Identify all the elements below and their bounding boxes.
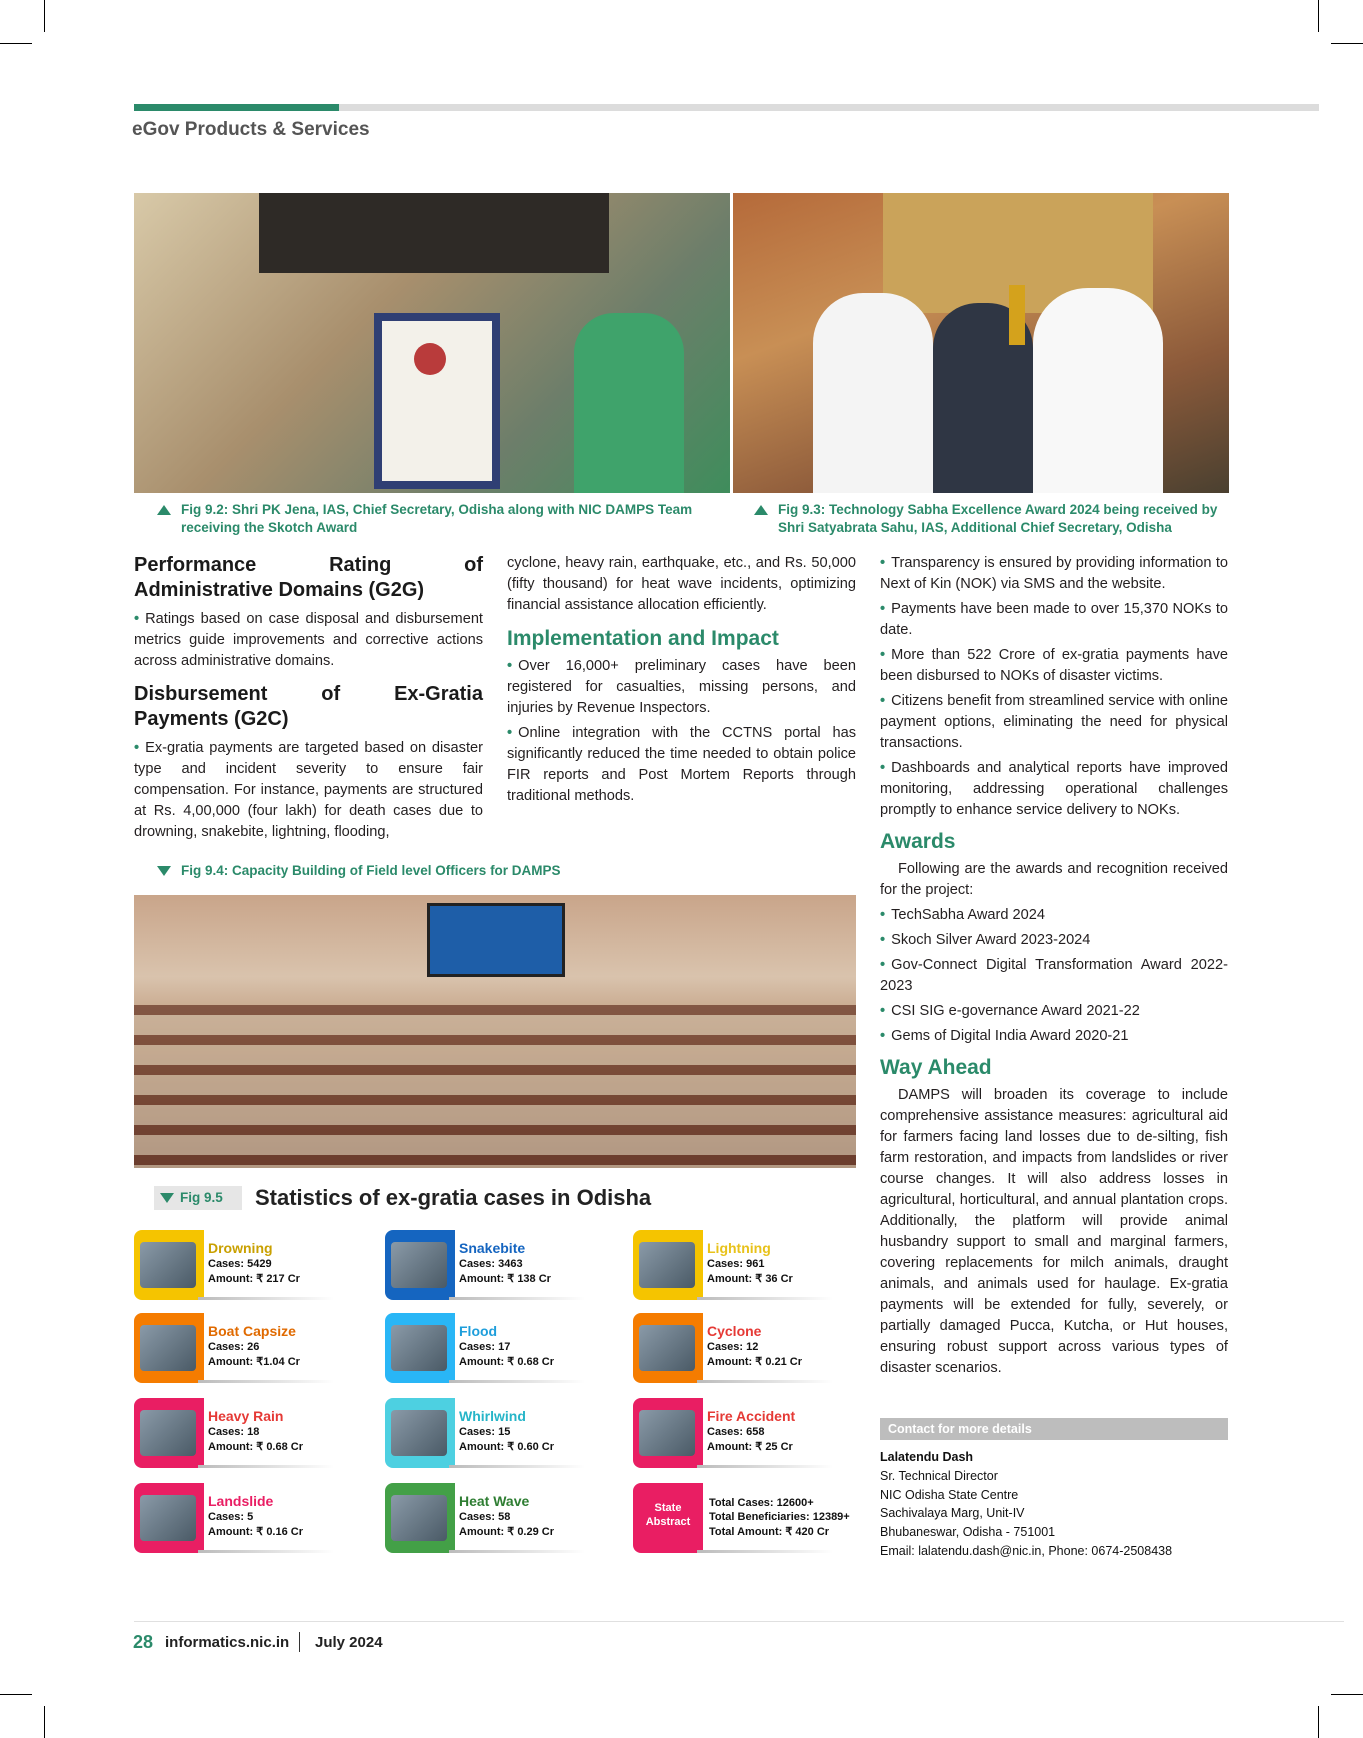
stat-card-thumbnail [391,1495,447,1541]
bullet-item: • Dashboards and analytical reports have improved monitoring, addressing operational challenges promptly to enhance service delivery to NOKs. [880,758,1228,821]
stat-card-title: Heavy Rain [208,1408,284,1424]
stat-card-title: Landslide [208,1493,274,1509]
stat-card-shadow [198,1380,334,1383]
stat-card-title: Drowning [208,1240,273,1256]
heading-performance-rating: Performance Rating of Administrative Domains (G2G) [134,554,483,601]
triangle-down-icon [160,1193,174,1203]
stat-card [134,1313,334,1383]
contact-email: Email: lalatendu.dash@nic.in, Phone: 0674-2508438 [880,1543,1173,1558]
stat-card-line: Cases: 5429 [208,1258,272,1270]
award-item: • TechSabha Award 2024 [880,905,1228,926]
stat-card-title: Cyclone [707,1323,762,1339]
stat-card-line: Amount: ₹ 25 Cr [707,1441,793,1453]
stat-card-shadow [449,1380,585,1383]
stat-card-shadow [449,1465,585,1468]
stat-card [134,1398,334,1468]
contact-name: Lalatendu Dash [880,1450,974,1464]
stat-card-line: Cases: 17 [459,1341,511,1353]
triangle-up-icon [157,505,171,515]
stat-card [633,1313,833,1383]
heading-ex-gratia: Disbursement of Ex-Gratia Payments (G2C) [134,683,483,730]
stat-card-line: Amount: ₹ 217 Cr [208,1273,300,1285]
stat-card-shadow [697,1465,833,1468]
header-accent-bar [134,104,339,111]
contact-address-2: Bhubaneswar, Odisha - 751001 [880,1525,1056,1540]
column-3 [880,553,1228,1383]
stat-card-title: Fire Accident [707,1408,796,1424]
contact-org: NIC Odisha State Centre [880,1487,1019,1502]
stat-card-title: Lightning [707,1240,771,1256]
stat-card-line: Total Beneficiaries: 12389+ [709,1511,850,1523]
award-item: • Gov-Connect Digital Transformation Award 2022-2023 [880,955,1228,997]
bullet-item: • Ratings based on case disposal and disbursement metrics guide improvements and corrective actions across administrative domains. [134,609,483,672]
stat-card-thumbnail [140,1410,196,1456]
stat-card [385,1398,585,1468]
stat-card-thumbnail [391,1242,447,1288]
stat-card [633,1398,833,1468]
stat-card-title: Heat Wave [459,1493,530,1509]
award-item: • Gems of Digital India Award 2020-21 [880,1026,1228,1047]
stat-card-shadow [198,1550,334,1553]
triangle-down-icon [157,866,171,876]
footer-date: July 2024 [315,1634,383,1651]
stat-card-line: Cases: 18 [208,1426,260,1438]
award-item: • CSI SIG e-governance Award 2021-22 [880,1001,1228,1022]
crop-mark [44,1706,45,1738]
stat-card-title: Boat Capsize [208,1323,296,1339]
stat-card-line: Amount: ₹ 36 Cr [707,1273,793,1285]
stat-card-thumbnail [639,1410,695,1456]
stat-card-line: Amount: ₹ 0.21 Cr [707,1356,803,1368]
caption-fig-9-3 [778,501,1228,537]
fig-9-5-label [154,1186,242,1210]
stat-card-shadow [697,1550,833,1553]
stat-card-thumbnail [140,1495,196,1541]
stat-card [385,1230,585,1300]
photo-skotch-award [134,193,730,493]
stat-card-line: Amount: ₹ 0.60 Cr [459,1441,555,1453]
footer-rule [134,1621,1344,1622]
stat-card-shadow [697,1380,833,1383]
fig-9-5-title: Statistics of ex-gratia cases in Odisha [255,1185,652,1210]
footer-divider [299,1632,300,1652]
awards-intro: Following are the awards and recognition received for the project: [880,861,1228,898]
bullet-item: • More than 522 Crore of ex-gratia payments have been disbursed to NOKs of disaster victims. [880,645,1228,687]
caption-text: Fig 9.4: Capacity Building of Field level Officers for DAMPS [181,863,561,878]
heading-awards: Awards [880,830,956,853]
caption-fig-9-4 [181,862,741,880]
stat-card-line: Cases: 961 [707,1258,765,1270]
contact-title: Sr. Technical Director [880,1468,998,1483]
bullet-item: • Online integration with the CCTNS portal has significantly reduced the time needed to obtain police FIR reports and Post Mortem Reports through traditional methods. [507,723,856,807]
stat-card-thumbnail [140,1242,196,1288]
stat-card [134,1483,334,1553]
column-1 [134,553,483,847]
stat-card-line: Amount: ₹ 138 Cr [459,1273,551,1285]
stat-card-line: Total Amount: ₹ 420 Cr [709,1526,830,1538]
footer-site: informatics.nic.in [165,1634,290,1651]
stat-card-shadow [449,1297,585,1300]
stat-card [385,1313,585,1383]
stat-card-line: Cases: 15 [459,1426,511,1438]
crop-mark [44,0,45,32]
bullet-item: • Transparency is ensured by providing information to Next of Kin (NOK) via SMS and the website. [880,553,1228,595]
stat-card-line: Cases: 658 [707,1426,765,1438]
stat-card-title: Snakebite [459,1240,526,1256]
page-number: 28 [133,1632,154,1652]
heading-implementation: Implementation and Impact [507,627,779,650]
header-rule [339,104,1319,111]
stat-card-line: Cases: 58 [459,1511,511,1523]
crop-mark [0,1694,32,1695]
crop-mark [0,43,32,44]
stat-card-shadow [198,1465,334,1468]
heading-way-ahead: Way Ahead [880,1056,992,1079]
stat-card-shadow [697,1297,833,1300]
award-item: • Skoch Silver Award 2023-2024 [880,930,1228,951]
stat-card [385,1483,585,1553]
photo-capacity-building [134,895,856,1168]
stat-card-line: Amount: ₹ 0.68 Cr [459,1356,555,1368]
stat-card-shadow [198,1297,334,1300]
stat-card-line: Amount: ₹1.04 Cr [208,1356,300,1368]
stat-card-shadow [449,1550,585,1553]
bullet-item: • Over 16,000+ preliminary cases have been registered for casualties, missing persons, and injuries by Revenue Inspectors. [507,656,856,719]
way-ahead-paragraph: DAMPS will broaden its coverage to include comprehensive assistance measures: agricultural aid for farmers facing land losses due to de-silting, fish farm restoration, and impacts from landslides or river course changes. It will also address losses in agricultural, horticultural, and annual plantation crops. Additionally, the platform will provide animal husbandry support to small and marginal farmers, covering replacements for milch animals, draught animals, and animals used for haulage. Ex-gratia payments will be extended for fully, severely, or partially damaged Pucca, Kutcha, or Hut houses, ensuring robust support across various types of disaster scenarios. [880,1087,1228,1376]
contact-address-1: Sachivalaya Marg, Unit-IV [880,1506,1025,1521]
stat-card-title: Flood [459,1323,498,1339]
stat-card-line: Amount: ₹ 0.16 Cr [208,1526,304,1538]
crop-mark [1318,1706,1319,1738]
stat-card [134,1230,334,1300]
caption-text: Fig 9.2: Shri PK Jena, IAS, Chief Secretary, Odisha along with NIC DAMPS Team receiving the Skotch Award [181,502,693,535]
stat-card [633,1483,850,1553]
stat-card-title: Whirlwind [459,1408,526,1424]
stat-card-line: Amount: ₹ 0.68 Cr [208,1441,304,1453]
contact-bar: Contact for more details [880,1418,1228,1440]
stat-card-line: Cases: 26 [208,1341,260,1353]
stat-card-line: Cases: 3463 [459,1258,523,1270]
contact-block [880,1448,1172,1561]
fig-label-text: Fig 9.5 [180,1190,223,1205]
crop-mark [1318,0,1319,32]
stat-card-thumbnail [391,1325,447,1371]
section-label: eGov Products & Services [132,119,370,140]
paragraph-continued: cyclone, heavy rain, earthquake, etc., and Rs. 50,000 (fifty thousand) for heat wave incidents, optimizing financial assistance allocation efficiently. [507,555,856,613]
stat-card-thumbnail [391,1410,447,1456]
crop-mark [1331,43,1363,44]
caption-text: Fig 9.3: Technology Sabha Excellence Award 2024 being received by Shri Satyabrata Sahu, IAS, Additional Chief Secretary, Odisha [778,502,1218,535]
triangle-up-icon [754,505,768,515]
stat-card-thumbnail [140,1325,196,1371]
stat-card-line: Cases: 5 [208,1511,254,1523]
bullet-item: • Ex-gratia payments are targeted based on disaster type and incident severity to ensure fair compensation. For instance, payments are structured at Rs. 4,00,000 (four lakh) for death cases due to drowning, snakebite, lightning, flooding, [134,738,483,843]
column-2 [507,553,856,811]
photo-techsabha-award [733,193,1229,493]
crop-mark [1331,1694,1363,1695]
stat-card-title: State Abstract [645,1502,691,1528]
bullet-item: • Citizens benefit from streamlined service with online payment options, eliminating the need for physical transactions. [880,691,1228,754]
caption-fig-9-2 [181,501,701,537]
stat-card [633,1230,833,1300]
stat-card-line: Amount: ₹ 0.29 Cr [459,1526,555,1538]
stat-card-thumbnail [639,1325,695,1371]
stat-card-thumbnail [639,1242,695,1288]
stat-card-line: Cases: 12 [707,1341,759,1353]
stat-card-line: Total Cases: 12600+ [709,1497,814,1509]
bullet-item: • Payments have been made to over 15,370 NOKs to date. [880,599,1228,641]
